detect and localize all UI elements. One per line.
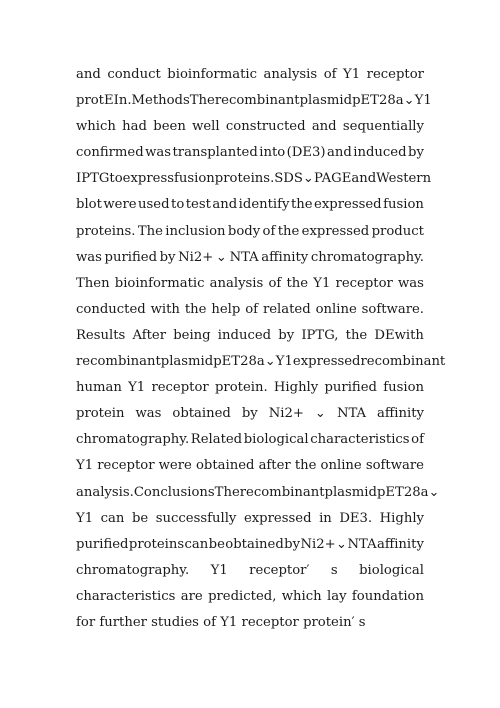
text-line: human Y1 receptor protein. Highly purified fusion <box>76 380 424 396</box>
abstract-text-block <box>76 62 446 636</box>
text-line: Y1 receptor were obtained after the online software <box>76 458 424 474</box>
text-line: Then bioinformatic analysis of the Y1 receptor was <box>76 275 424 291</box>
text-line: and conduct bioinformatic analysis of Y1 receptor <box>76 67 424 82</box>
text-line: chromatography. Y1 receptor′ s biological <box>76 562 424 578</box>
text-line: for further studies of Y1 receptor protein′ s <box>76 614 366 630</box>
text-line: proteins. The inclusion body of the expressed product <box>76 223 424 239</box>
text-line: chromatography. Related biological characteristics of <box>76 432 424 448</box>
text-line: blot were used to test and identify the expressed fusion <box>76 197 424 213</box>
text-line: Results After being induced by IPTG, the DEwith <box>76 327 424 343</box>
text-line: characteristics are predicted, which lay foundation <box>76 588 424 604</box>
text-line: analysis. Conclusions The recombinant plasmid pET28a ⌄ <box>76 484 440 500</box>
text-line: recombinant plasmid pET28a ⌄ Y1 expressed recombinant <box>76 354 446 370</box>
text-line: which had been well constructed and sequentially <box>76 119 424 135</box>
text-line: was purified by Ni2+ ⌄ NTA affinity chromatography. <box>76 249 424 265</box>
text-line: purified proteins can be obtained by Ni2+ ⌄ NTA affinity <box>76 536 424 552</box>
text-line: IPTG to express fusion proteins. SDS ⌄ PAGE and Western <box>76 171 432 187</box>
text-line: confirmed was transplanted into (DE3) and induced by <box>76 145 424 161</box>
text-line: conducted with the help of related online software. <box>76 301 424 317</box>
text-line: Y1 can be successfully expressed in DE3. Highly <box>76 510 424 526</box>
text-line: protEIn. Methods The recombinant plasmid pET28a ⌄ Y1 <box>76 93 432 109</box>
text-line: protein was obtained by Ni2+ ⌄ NTA affinity <box>76 406 424 422</box>
